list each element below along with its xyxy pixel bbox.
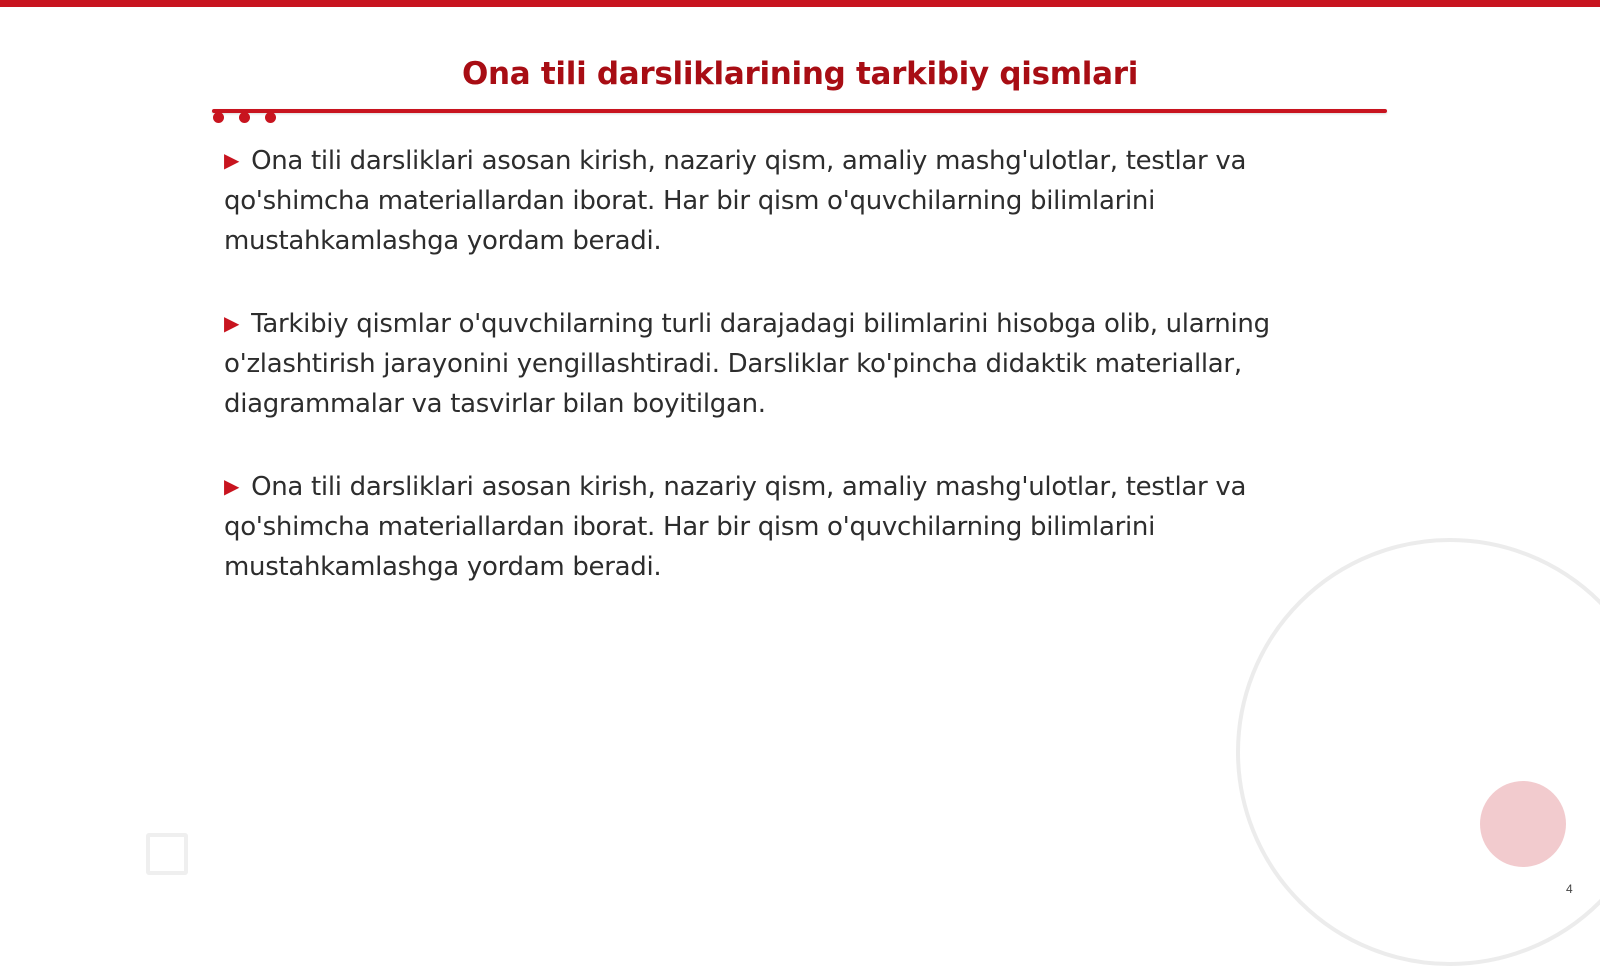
decorative-circle bbox=[1480, 781, 1566, 867]
decorative-square bbox=[146, 833, 188, 875]
bullet-item bbox=[224, 466, 1354, 587]
bullet-text: Ona tili darsliklari asosan kirish, nazariy qism, amaliy mashg'ulotlar, testlar va qo'shimcha materiallardan iborat. Har bir qism o'quvchilarning bilimlarini mustahkamlashga yordam beradi. bbox=[224, 146, 1247, 256]
bullet-item bbox=[224, 140, 1354, 261]
bullet-item bbox=[224, 303, 1354, 424]
slide-title: Ona tili darsliklarining tarkibiy qismlari bbox=[461, 56, 1139, 92]
bullet-text: Ona tili darsliklari asosan kirish, nazariy qism, amaliy mashg'ulotlar, testlar va qo'shimcha materiallardan iborat. Har bir qism o'quvchilarning bilimlarini mustahkamlashga yordam beradi. bbox=[224, 472, 1247, 582]
triangle-arrow-icon: ▶ bbox=[224, 311, 240, 335]
bullet-list bbox=[224, 140, 1354, 629]
bullet-text: Tarkibiy qismlar o'quvchilarning turli darajadagi bilimlarini hisobga olib, ularning o'zlashtirish jarayonini yengillashtiradi. Darsliklar ko'pincha didaktik materiallar, diagrammalar va tasvirlar bilan boyitilgan. bbox=[224, 309, 1270, 419]
title-underline bbox=[212, 109, 1387, 113]
triangle-arrow-icon: ▶ bbox=[224, 474, 240, 498]
decorative-dot bbox=[265, 112, 276, 123]
decorative-dot bbox=[213, 112, 224, 123]
page-number: 4 bbox=[1566, 882, 1573, 896]
triangle-arrow-icon: ▶ bbox=[224, 148, 240, 172]
top-accent-bar bbox=[0, 0, 1600, 7]
decorative-dot bbox=[239, 112, 250, 123]
